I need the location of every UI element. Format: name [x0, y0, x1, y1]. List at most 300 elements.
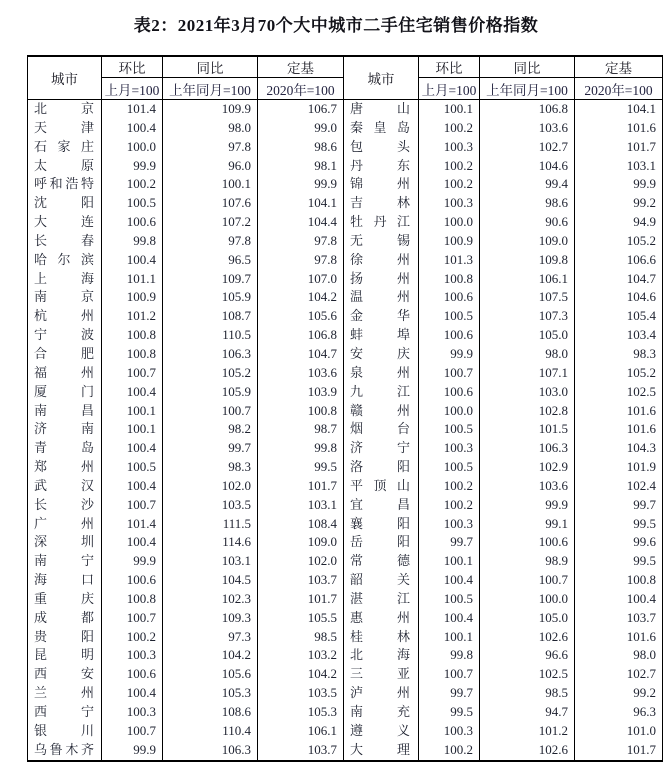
yoy-cell: 107.2 [163, 213, 258, 232]
city-name: 兰州 [34, 685, 94, 701]
mom-cell: 101.2 [102, 307, 163, 326]
fixed-base-cell: 106.8 [258, 326, 344, 345]
city-name: 沈阳 [34, 195, 94, 211]
city-cell [28, 420, 102, 439]
mom-cell: 99.8 [102, 232, 163, 251]
fixed-base-cell: 99.5 [633, 515, 656, 531]
table-row [28, 458, 662, 477]
table-row [28, 194, 662, 213]
table-header [28, 57, 662, 100]
yoy-cell: 108.6 [163, 703, 258, 722]
table-row [28, 571, 662, 590]
yoy-cell: 104.5 [163, 571, 258, 590]
mom-cell: 100.3 [419, 138, 480, 157]
mom-cell: 100.1 [419, 100, 480, 119]
yoy-cell: 109.7 [163, 270, 258, 289]
city-name: 遵义 [350, 722, 410, 738]
table-body [28, 100, 662, 760]
mom-cell: 99.9 [102, 552, 163, 571]
yoy-cell: 103.1 [163, 552, 258, 571]
city-cell [344, 157, 419, 176]
mom-cell: 100.2 [419, 496, 480, 515]
yoy-cell: 107.1 [480, 364, 575, 383]
mom-cell: 100.7 [102, 722, 163, 741]
fixed-base-cell: 101.7 [626, 741, 656, 757]
table-row [28, 364, 662, 383]
yoy-cell: 96.6 [480, 646, 575, 665]
fixed-base-cell: 105.2 [626, 364, 656, 380]
fixed-base-cell: 98.3 [633, 345, 656, 361]
fixed-base-cell: 105.5 [258, 609, 344, 628]
fixed-base-cell: 103.7 [258, 741, 344, 760]
mom-cell: 100.9 [419, 232, 480, 251]
fixed-base-cell: 106.7 [258, 100, 344, 119]
city-name: 惠州 [350, 609, 410, 625]
fixed-base-cell: 101.6 [626, 421, 656, 437]
yoy-cell: 114.6 [163, 533, 258, 552]
mom-cell: 100.5 [102, 194, 163, 213]
mom-cell: 100.8 [102, 590, 163, 609]
mom-cell: 100.4 [102, 477, 163, 496]
yoy-cell: 102.5 [480, 665, 575, 684]
yoy-cell: 99.4 [480, 175, 575, 194]
fixed-base-cell: 101.7 [258, 477, 344, 496]
yoy-cell: 105.0 [480, 609, 575, 628]
fixed-base-cell: 99.0 [258, 119, 344, 138]
fixed-base-cell: 104.6 [626, 289, 656, 305]
city-cell [344, 458, 419, 477]
city-name: 秦皇岛 [350, 119, 410, 135]
city-cell [344, 571, 419, 590]
city-name: 西安 [34, 666, 94, 682]
mom-cell: 100.6 [102, 571, 163, 590]
yoy-cell: 97.8 [163, 138, 258, 157]
fixed-base-cell: 102.0 [258, 552, 344, 571]
table-title: 表2：2021年3月70个大中城市二手住宅销售价格指数 [133, 16, 539, 35]
city-cell [28, 175, 102, 194]
city-cell [344, 628, 419, 647]
city-cell [344, 533, 419, 552]
fixed-base-cell: 98.0 [633, 647, 656, 663]
fixed-base-cell: 103.9 [258, 383, 344, 402]
fixed-base-cell: 104.7 [258, 345, 344, 364]
mom-cell: 100.2 [102, 175, 163, 194]
mom-cell: 100.8 [419, 270, 480, 289]
fixed-base-cell: 99.2 [633, 685, 656, 701]
table-row [28, 684, 662, 703]
fixed-base-cell: 98.5 [258, 628, 344, 647]
city-name: 福州 [34, 364, 94, 380]
city-name: 大连 [34, 214, 94, 230]
city-cell [28, 590, 102, 609]
yoy-cell: 96.5 [163, 251, 258, 270]
yoy-cell: 102.6 [480, 628, 575, 647]
mom-cell: 100.0 [102, 138, 163, 157]
yoy-cell: 105.9 [163, 288, 258, 307]
fixed-base-cell: 99.9 [633, 176, 656, 192]
city-cell [344, 364, 419, 383]
city-cell [344, 665, 419, 684]
city-cell [344, 609, 419, 628]
city-name: 呼和浩特 [34, 176, 94, 192]
city-name: 深圳 [34, 534, 94, 550]
mom-cell: 100.3 [419, 722, 480, 741]
table-row [28, 251, 662, 270]
mom-cell: 100.8 [102, 326, 163, 345]
city-name: 湛江 [350, 590, 410, 606]
yoy-cell: 102.7 [480, 138, 575, 157]
yoy-cell: 99.7 [163, 439, 258, 458]
city-cell [28, 326, 102, 345]
city-cell [28, 100, 102, 119]
yoy-cell: 98.9 [480, 552, 575, 571]
fixed-base-cell: 98.7 [258, 420, 344, 439]
mom-cell: 100.2 [419, 741, 480, 760]
header-yoy-right: 同比 [480, 57, 575, 78]
city-name: 合肥 [34, 345, 94, 361]
city-name: 锦州 [350, 176, 410, 192]
table-row [28, 175, 662, 194]
yoy-cell: 102.6 [480, 741, 575, 760]
fixed-base-cell: 105.2 [626, 232, 656, 248]
mom-cell: 100.4 [102, 684, 163, 703]
table-row [28, 477, 662, 496]
city-cell [28, 722, 102, 741]
mom-cell: 100.7 [102, 364, 163, 383]
city-name: 大理 [350, 741, 410, 757]
fixed-base-cell: 99.5 [258, 458, 344, 477]
city-name: 岳阳 [350, 534, 410, 550]
yoy-cell: 107.6 [163, 194, 258, 213]
city-name: 徐州 [350, 251, 410, 267]
table-row [28, 119, 662, 138]
fixed-base-cell: 101.0 [626, 722, 656, 738]
city-cell [344, 552, 419, 571]
table-row [28, 100, 662, 119]
fixed-base-cell: 101.6 [626, 628, 656, 644]
yoy-cell: 99.1 [480, 515, 575, 534]
header-yoy-base-right: 上年同月=100 [480, 78, 575, 99]
city-name: 洛阳 [350, 459, 410, 475]
fixed-base-cell: 109.0 [258, 533, 344, 552]
city-name: 青岛 [34, 440, 94, 456]
city-name: 赣州 [350, 402, 410, 418]
header-city-left: 城市 [28, 57, 102, 99]
city-name: 襄阳 [350, 515, 410, 531]
mom-cell: 100.4 [102, 533, 163, 552]
city-name: 银川 [34, 722, 94, 738]
table-row [28, 703, 662, 722]
city-cell [28, 288, 102, 307]
city-name: 安庆 [350, 345, 410, 361]
city-cell [28, 609, 102, 628]
fixed-base-cell: 101.6 [626, 119, 656, 135]
city-cell [344, 496, 419, 515]
mom-cell: 99.9 [102, 157, 163, 176]
city-cell [28, 402, 102, 421]
header-mom-right: 环比 [419, 57, 480, 78]
mom-cell: 101.4 [102, 100, 163, 119]
mom-cell: 100.6 [419, 288, 480, 307]
fixed-base-cell: 104.4 [258, 213, 344, 232]
yoy-cell: 100.1 [163, 175, 258, 194]
city-cell [28, 270, 102, 289]
header-fixed-left: 定基 [258, 57, 344, 78]
city-cell [28, 571, 102, 590]
fixed-base-cell: 96.3 [633, 704, 656, 719]
fixed-base-cell: 103.5 [258, 684, 344, 703]
yoy-cell: 103.6 [480, 119, 575, 138]
city-cell [28, 552, 102, 571]
city-name: 牡丹江 [350, 214, 410, 230]
fixed-base-cell: 99.5 [633, 553, 656, 569]
yoy-cell: 102.3 [163, 590, 258, 609]
yoy-cell: 97.8 [163, 232, 258, 251]
fixed-base-cell: 103.4 [626, 327, 656, 343]
yoy-cell: 94.7 [480, 703, 575, 722]
table-row [28, 741, 662, 760]
mom-cell: 100.3 [419, 439, 480, 458]
city-name: 三亚 [350, 666, 410, 682]
city-name: 海口 [34, 572, 94, 588]
fixed-base-cell: 94.9 [633, 214, 656, 230]
mom-cell: 100.7 [419, 665, 480, 684]
yoy-cell: 111.5 [163, 515, 258, 534]
yoy-cell: 101.2 [480, 722, 575, 741]
fixed-base-cell: 99.7 [633, 496, 656, 512]
city-cell [28, 458, 102, 477]
city-cell [28, 439, 102, 458]
city-name: 蚌埠 [350, 327, 410, 343]
city-cell [344, 119, 419, 138]
yoy-cell: 102.0 [163, 477, 258, 496]
mom-cell: 100.4 [419, 609, 480, 628]
city-cell [28, 119, 102, 138]
fixed-base-cell: 97.8 [258, 251, 344, 270]
city-cell [28, 628, 102, 647]
yoy-cell: 105.0 [480, 326, 575, 345]
city-name: 长春 [34, 232, 94, 248]
mom-cell: 100.3 [102, 703, 163, 722]
mom-cell: 100.0 [419, 213, 480, 232]
city-cell [344, 439, 419, 458]
fixed-base-cell: 99.2 [633, 195, 656, 211]
city-name: 厦门 [34, 383, 94, 399]
mom-cell: 100.6 [419, 326, 480, 345]
fixed-base-cell: 103.7 [258, 571, 344, 590]
mom-cell: 100.2 [419, 175, 480, 194]
city-name: 宜昌 [350, 496, 410, 512]
mom-cell: 100.7 [102, 609, 163, 628]
table-row [28, 609, 662, 628]
fixed-base-cell: 99.9 [258, 175, 344, 194]
city-cell [344, 420, 419, 439]
city-name: 泸州 [350, 685, 410, 701]
table-row [28, 288, 662, 307]
fixed-base-cell: 97.8 [258, 232, 344, 251]
city-cell [28, 157, 102, 176]
table-row [28, 402, 662, 421]
table-row [28, 439, 662, 458]
city-name: 南昌 [34, 402, 94, 418]
fixed-base-cell: 106.1 [258, 722, 344, 741]
table-row [28, 665, 662, 684]
mom-cell: 99.7 [419, 684, 480, 703]
yoy-cell: 98.6 [480, 194, 575, 213]
city-name: 金华 [350, 308, 410, 324]
table-row [28, 496, 662, 515]
city-cell [344, 232, 419, 251]
city-name: 宁波 [34, 327, 94, 343]
fixed-base-cell: 103.2 [258, 646, 344, 665]
city-cell [28, 213, 102, 232]
city-name: 包头 [350, 138, 410, 154]
city-name: 杭州 [34, 308, 94, 324]
city-cell [28, 345, 102, 364]
mom-cell: 99.8 [419, 646, 480, 665]
fixed-base-cell: 105.3 [258, 703, 344, 722]
table-row [28, 345, 662, 364]
city-cell [344, 100, 419, 119]
city-name: 无锡 [350, 232, 410, 248]
fixed-base-cell: 98.6 [258, 138, 344, 157]
header-yoy-base-left: 上年同月=100 [163, 78, 258, 99]
fixed-base-cell: 103.1 [258, 496, 344, 515]
fixed-base-cell: 104.2 [258, 665, 344, 684]
fixed-base-cell: 103.1 [626, 157, 656, 173]
yoy-cell: 90.6 [480, 213, 575, 232]
fixed-base-cell: 104.1 [626, 101, 656, 116]
city-cell [344, 345, 419, 364]
city-name: 北海 [350, 647, 410, 663]
mom-cell: 100.2 [419, 157, 480, 176]
table-row [28, 157, 662, 176]
table-row [28, 533, 662, 552]
fixed-base-cell: 101.6 [626, 402, 656, 418]
header-city-right: 城市 [344, 57, 419, 99]
city-cell [344, 326, 419, 345]
city-name: 济南 [34, 421, 94, 437]
yoy-cell: 98.0 [480, 345, 575, 364]
city-cell [344, 684, 419, 703]
city-name: 桂林 [350, 628, 410, 644]
city-name: 天津 [34, 119, 94, 135]
yoy-cell: 105.2 [163, 364, 258, 383]
table-row [28, 326, 662, 345]
city-cell [344, 477, 419, 496]
city-cell [344, 741, 419, 760]
mom-cell: 101.1 [102, 270, 163, 289]
fixed-base-cell: 99.6 [633, 534, 656, 550]
header-fixed-base-right: 2020年=100 [584, 82, 653, 98]
mom-cell: 100.9 [102, 288, 163, 307]
fixed-base-cell: 106.6 [626, 251, 656, 267]
city-name: 南京 [34, 289, 94, 305]
header-yoy-left: 同比 [163, 57, 258, 78]
city-name: 哈尔滨 [34, 251, 94, 267]
table-row [28, 213, 662, 232]
city-cell [344, 138, 419, 157]
mom-cell: 100.2 [102, 628, 163, 647]
yoy-cell: 106.8 [480, 100, 575, 119]
table-row [28, 722, 662, 741]
city-name: 昆明 [34, 647, 94, 663]
city-cell [28, 307, 102, 326]
fixed-base-cell: 104.1 [258, 194, 344, 213]
city-name: 平顶山 [350, 477, 410, 493]
city-name: 太原 [34, 157, 94, 173]
city-cell [344, 175, 419, 194]
city-name: 韶关 [350, 572, 410, 588]
mom-cell: 100.0 [419, 402, 480, 421]
city-cell [28, 703, 102, 722]
yoy-cell: 98.5 [480, 684, 575, 703]
header-mom-base-left: 上月=100 [102, 78, 163, 99]
fixed-base-cell: 103.6 [258, 364, 344, 383]
fixed-base-cell: 101.7 [258, 590, 344, 609]
yoy-cell: 102.9 [480, 458, 575, 477]
fixed-base-cell: 104.3 [626, 440, 656, 456]
fixed-base-cell: 100.8 [626, 572, 656, 588]
city-name: 济宁 [350, 440, 410, 456]
fixed-base-cell: 102.5 [626, 383, 656, 399]
yoy-cell: 97.3 [163, 628, 258, 647]
city-name: 南充 [350, 704, 410, 719]
yoy-cell: 110.5 [163, 326, 258, 345]
city-name: 西宁 [34, 704, 94, 719]
fixed-base-cell: 101.9 [626, 459, 656, 475]
fixed-base-cell: 108.4 [258, 515, 344, 534]
mom-cell: 101.3 [419, 251, 480, 270]
city-cell [344, 722, 419, 741]
yoy-cell: 103.5 [163, 496, 258, 515]
mom-cell: 100.4 [102, 251, 163, 270]
city-name: 上海 [34, 270, 94, 286]
housing-price-index-table [27, 55, 663, 762]
yoy-cell: 108.7 [163, 307, 258, 326]
city-name: 泉州 [350, 364, 410, 380]
yoy-cell: 106.3 [480, 439, 575, 458]
mom-cell: 100.4 [102, 439, 163, 458]
fixed-base-cell: 102.7 [626, 666, 656, 682]
mom-cell: 100.7 [102, 496, 163, 515]
mom-cell: 99.9 [102, 741, 163, 760]
table-row [28, 628, 662, 647]
fixed-base-cell: 98.1 [258, 157, 344, 176]
city-name: 长沙 [34, 496, 94, 512]
yoy-cell: 106.3 [163, 741, 258, 760]
fixed-base-cell: 99.8 [258, 439, 344, 458]
city-cell [28, 194, 102, 213]
yoy-cell: 107.5 [480, 288, 575, 307]
yoy-cell: 109.0 [480, 232, 575, 251]
city-cell [28, 665, 102, 684]
mom-cell: 100.5 [419, 420, 480, 439]
yoy-cell: 110.4 [163, 722, 258, 741]
mom-cell: 100.3 [419, 194, 480, 213]
city-cell [28, 251, 102, 270]
city-cell [28, 383, 102, 402]
city-cell [344, 383, 419, 402]
yoy-cell: 105.3 [163, 684, 258, 703]
city-name: 北京 [34, 101, 94, 116]
city-name: 乌鲁木齐 [34, 741, 94, 757]
yoy-cell: 98.2 [163, 420, 258, 439]
city-cell [28, 232, 102, 251]
city-cell [28, 477, 102, 496]
table-row [28, 590, 662, 609]
city-cell [344, 703, 419, 722]
